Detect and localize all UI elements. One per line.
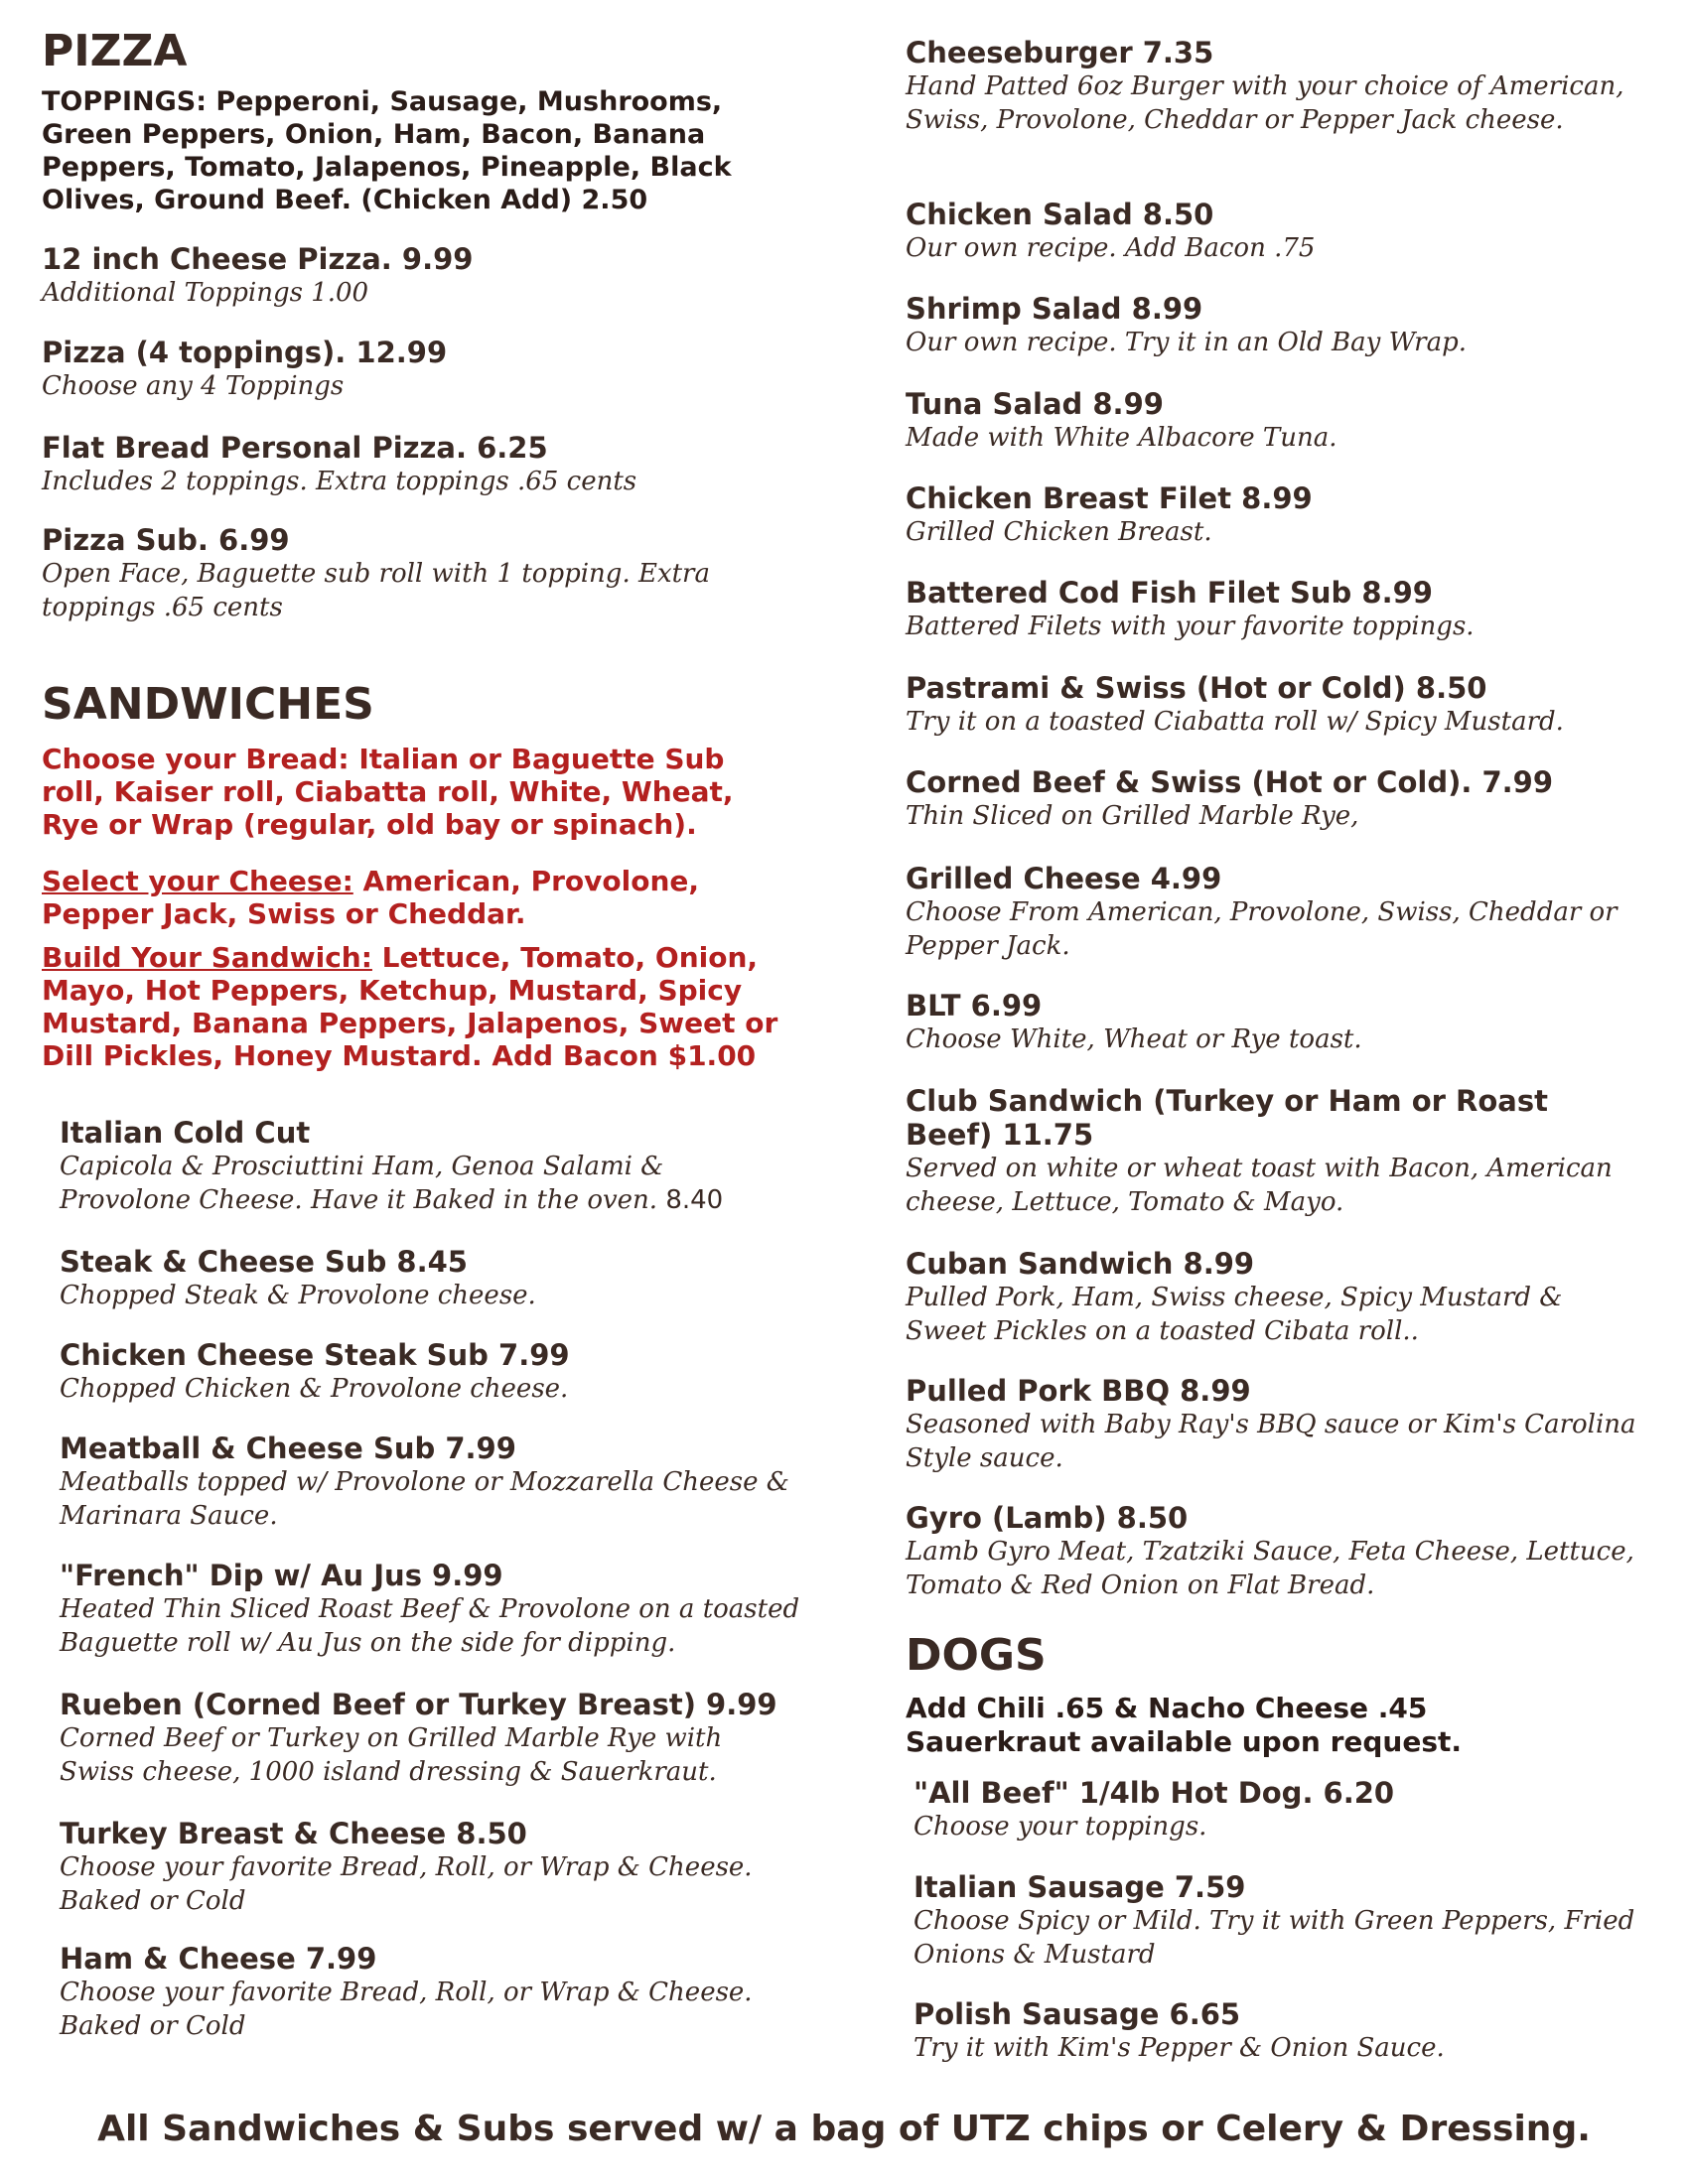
item-desc: Choose White, Wheat or Rye toast. (906, 1024, 1362, 1054)
item-name: Shrimp Salad 8.99 (906, 292, 1203, 326)
menu-item (906, 576, 1640, 643)
menu-item (42, 336, 796, 403)
footer-note: All Sandwiches & Subs served w/ a bag of UTZ chips or Celery & Dressing. (97, 2109, 1591, 2149)
item-name: Pizza (4 toppings). 12.99 (42, 336, 448, 369)
item-name: Steak & Cheese Sub 8.45 (60, 1245, 468, 1279)
item-name: Club Sandwich (Turkey or Ham or Roast Beef) 11.75 (906, 1084, 1548, 1152)
item-price: 8.40 (665, 1185, 724, 1215)
item-name: 12 inch Cheese Pizza. 9.99 (42, 242, 474, 276)
item-name: Turkey Breast & Cheese 8.50 (60, 1817, 527, 1850)
build-label: Build Your Sandwich: (42, 941, 372, 974)
pizza-title: PIZZA (42, 26, 188, 76)
item-desc: Battered Filets with your favorite toppings. (906, 612, 1475, 641)
item-name: Chicken Breast Filet 8.99 (906, 481, 1313, 515)
menu-item (906, 671, 1640, 739)
item-desc: Our own recipe. Try it in an Old Bay Wrap. (906, 328, 1468, 357)
cheese-text: American, Provolone, Pepper Jack, Swiss or Cheddar. (42, 865, 700, 930)
item-desc: Choose Spicy or Mild. Try it with Green Peppers, Fried Onions & Mustard (914, 1906, 1635, 1970)
item-desc: Open Face, Baguette sub roll with 1 topping. Extra toppings .65 cents (42, 559, 710, 622)
item-desc: Choose your toppings. (914, 1812, 1207, 1842)
item-name: "All Beef" 1/4lb Hot Dog. 6.20 (914, 1776, 1395, 1810)
menu-item (906, 989, 1640, 1056)
menu-item (60, 1116, 814, 1217)
item-name: Battered Cod Fish Filet Sub 8.99 (906, 576, 1433, 610)
menu-item (914, 1997, 1638, 2065)
item-desc: Pulled Pork, Ham, Swiss cheese, Spicy Mustard & Sweet Pickles on a toasted Cibata roll.. (906, 1283, 1563, 1346)
item-desc: Lamb Gyro Meat, Tzatziki Sauce, Feta Cheese, Lettuce, Tomato & Red Onion on Flat Bread. (906, 1537, 1634, 1600)
cheese-label: Select your Cheese: (42, 865, 353, 897)
menu-item (914, 1776, 1638, 1843)
build-options (42, 941, 796, 1072)
item-desc: Chopped Steak & Provolone cheese. (60, 1281, 536, 1310)
item-desc: Additional Toppings 1.00 (42, 278, 369, 308)
item-name: Meatball & Cheese Sub 7.99 (60, 1432, 516, 1465)
item-name: Tuna Salad 8.99 (906, 387, 1164, 421)
item-desc: Seasoned with Baby Ray's BBQ sauce or Kim's Carolina Style sauce. (906, 1410, 1636, 1473)
item-name: Pulled Pork BBQ 8.99 (906, 1374, 1251, 1408)
item-desc (60, 1150, 774, 1217)
menu-item (906, 862, 1640, 963)
item-name: Italian Cold Cut (60, 1116, 311, 1150)
item-desc: Choose your favorite Bread, Roll, or Wrap & Cheese. Baked or Cold (60, 1978, 753, 2041)
menu-item (906, 387, 1640, 455)
menu-item (42, 431, 796, 498)
item-name: Cuban Sandwich 8.99 (906, 1247, 1255, 1281)
item-desc: Thin Sliced on Grilled Marble Rye, (906, 801, 1359, 831)
menu-item (906, 36, 1640, 137)
item-name: Chicken Salad 8.50 (906, 198, 1214, 231)
item-desc: Try it on a toasted Ciabatta roll w/ Spicy Mustard. (906, 707, 1564, 737)
build-text: Lettuce, Tomato, Onion, Mayo, Hot Peppers, Ketchup, Mustard, Spicy Mustard, Banana Peppers, Jalapenos, Sweet or Dill Pickles, Honey Mustard. Add Bacon $1.00 (42, 941, 778, 1072)
item-name: Grilled Cheese 4.99 (906, 862, 1222, 895)
item-desc-text: Capicola & Prosciuttini Ham, Genoa Salami & Provolone Cheese. Have it Baked in the oven. (60, 1152, 664, 1215)
menu-item (60, 1817, 814, 1918)
item-desc: Choose any 4 Toppings (42, 371, 345, 401)
menu-item (42, 242, 796, 310)
menu-item (60, 1245, 814, 1312)
bread-options: Choose your Bread: Italian or Baguette Sub roll, Kaiser roll, Ciabatta roll, White, Wheat, Rye or Wrap (regular, old bay or spinach). (42, 743, 734, 841)
menu-item (60, 1688, 814, 1789)
menu-item (906, 1501, 1640, 1602)
item-desc: Our own recipe. Add Bacon .75 (906, 233, 1316, 263)
menu-item (914, 1870, 1638, 1972)
item-desc: Corned Beef or Turkey on Grilled Marble Rye with Swiss cheese, 1000 island dressing & Sauerkraut. (60, 1723, 723, 1787)
item-desc: Choose your favorite Bread, Roll, or Wrap & Cheese. Baked or Cold (60, 1852, 753, 1916)
item-desc: Served on white or wheat toast with Bacon, American cheese, Lettuce, Tomato & Mayo. (906, 1154, 1613, 1217)
item-name: BLT 6.99 (906, 989, 1043, 1023)
item-name: "French" Dip w/ Au Jus 9.99 (60, 1559, 503, 1592)
item-name: Polish Sausage 6.65 (914, 1997, 1241, 2031)
item-desc: Hand Patted 6oz Burger with your choice of American, Swiss, Provolone, Cheddar or Pepper Jack cheese. (906, 71, 1624, 135)
menu-item (906, 292, 1640, 359)
cheese-options (42, 865, 737, 930)
menu-item (60, 1942, 814, 2043)
item-name: Cheeseburger 7.35 (906, 36, 1214, 69)
menu-item (42, 523, 737, 624)
menu-item (906, 481, 1640, 549)
item-desc: Made with White Albacore Tuna. (906, 423, 1337, 453)
pizza-toppings: TOPPINGS: Pepperoni, Sausage, Mushrooms, Green Peppers, Onion, Ham, Bacon, Banana Peppers, Tomato, Jalapenos, Pineapple, Black Olives, Ground Beef. (Chicken Add) 2.50 (42, 86, 732, 215)
dogs-note: Add Chili .65 & Nacho Cheese .45 Sauerkraut available upon request. (906, 1692, 1463, 1758)
item-desc: Includes 2 toppings. Extra toppings .65 cents (42, 467, 637, 496)
item-desc: Meatballs topped w/ Provolone or Mozzarella Cheese & Marinara Sauce. (60, 1467, 789, 1531)
item-name: Corned Beef & Swiss (Hot or Cold). 7.99 (906, 765, 1554, 799)
menu-item (906, 1084, 1640, 1219)
item-name: Gyro (Lamb) 8.50 (906, 1501, 1189, 1535)
item-desc: Try it with Kim's Pepper & Onion Sauce. (914, 2033, 1445, 2063)
item-name: Italian Sausage 7.59 (914, 1870, 1246, 1904)
item-name: Chicken Cheese Steak Sub 7.99 (60, 1338, 570, 1372)
sandwiches-title: SANDWICHES (42, 679, 374, 730)
item-name: Pizza Sub. 6.99 (42, 523, 290, 557)
item-name: Pastrami & Swiss (Hot or Cold) 8.50 (906, 671, 1487, 705)
item-desc: Heated Thin Sliced Roast Beef & Provolone on a toasted Baguette roll w/ Au Jus on the side for dipping. (60, 1594, 800, 1658)
menu-item (60, 1559, 814, 1660)
item-name: Ham & Cheese 7.99 (60, 1942, 377, 1976)
menu-item (906, 198, 1640, 265)
menu-item (906, 1247, 1640, 1348)
menu-item (60, 1338, 814, 1406)
menu-item (906, 765, 1640, 833)
item-desc: Chopped Chicken & Provolone cheese. (60, 1374, 569, 1404)
item-desc: Grilled Chicken Breast. (906, 517, 1212, 547)
item-desc: Choose From American, Provolone, Swiss, Cheddar or Pepper Jack. (906, 897, 1618, 961)
item-name: Flat Bread Personal Pizza. 6.25 (42, 431, 548, 465)
dogs-title: DOGS (906, 1630, 1047, 1681)
item-name: Rueben (Corned Beef or Turkey Breast) 9.99 (60, 1688, 777, 1721)
menu-item (60, 1432, 814, 1533)
menu-item (906, 1374, 1640, 1475)
